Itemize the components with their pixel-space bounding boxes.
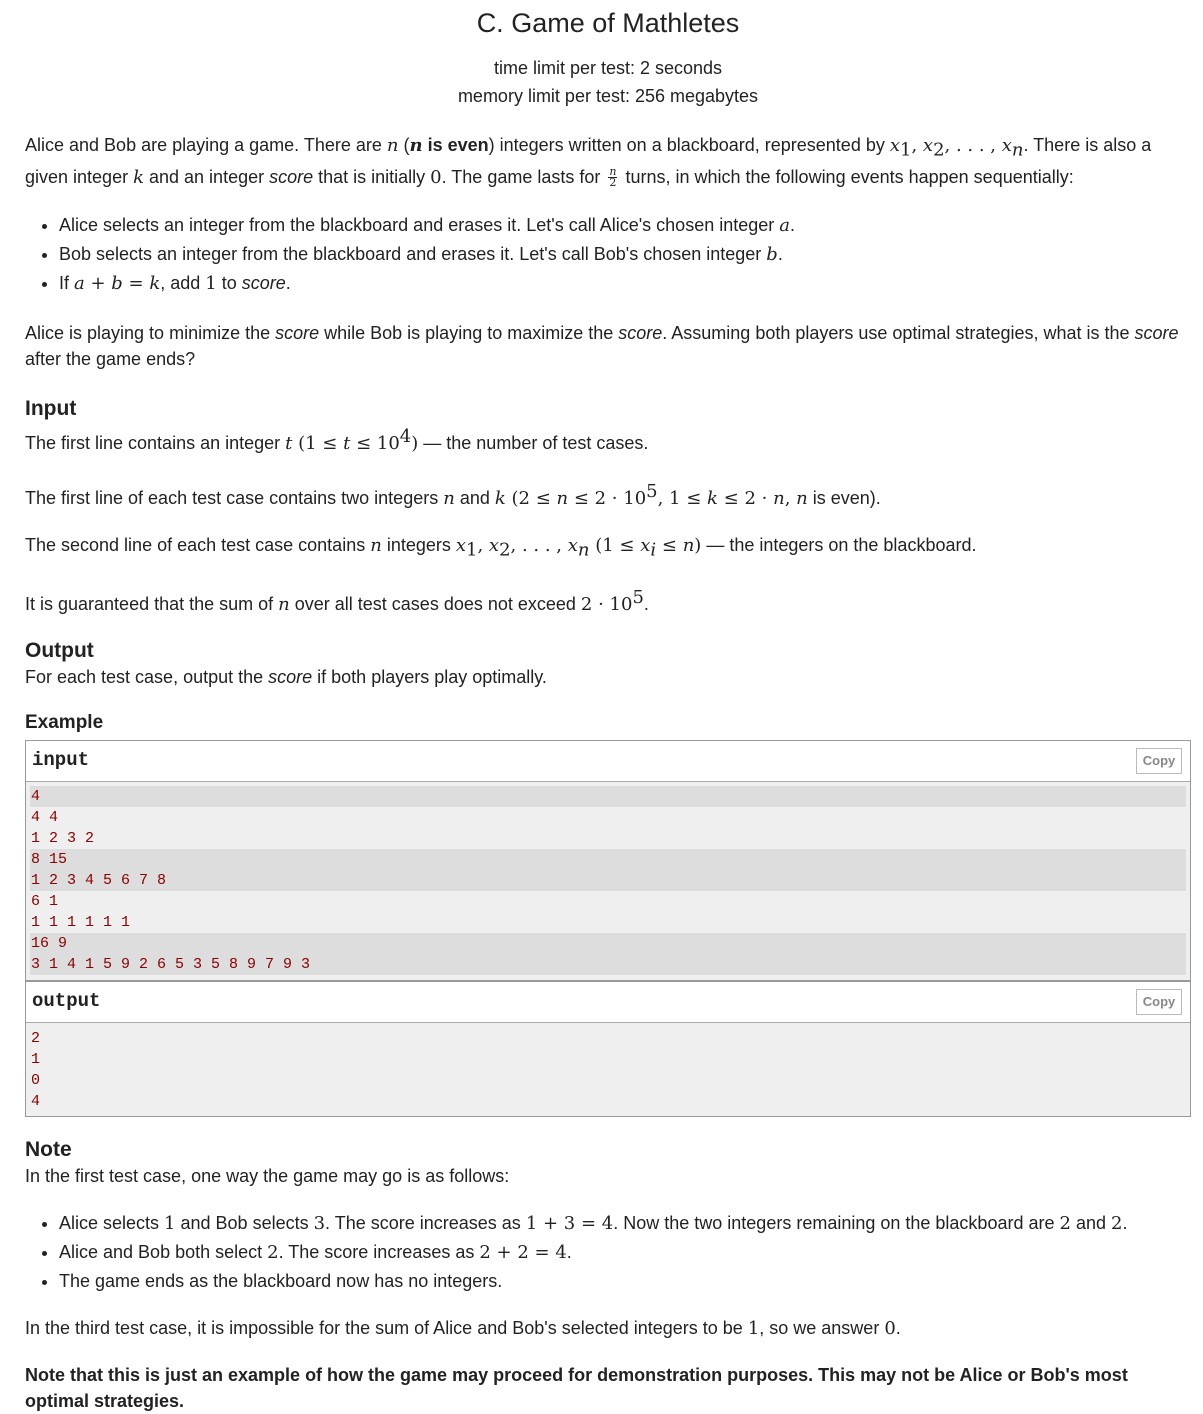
list-item: • Alice selects an integer from the blackboard and erases it. Let's call Alice's chosen integer a. [59,211,1191,240]
sample-input-box [25,740,1191,981]
note-paragraph-third-case: In the third test case, it is impossible for the sum of Alice and Bob's selected integers to be 1, so we answer 0. [25,1318,901,1340]
input-code-line: 1 2 3 4 5 6 7 8 [30,870,1186,891]
output-code-line: 4 [31,1093,41,1111]
input-code-line: 16 9 [30,933,1186,954]
note-list [25,1209,1191,1295]
note-title: Note [25,1138,72,1162]
input-line-2: The first line of each test case contains two integers n and k ($2 \le n \le 2 \cdot 10^5$, 1 ≤ k ≤ 2 · n, n is even). [25,480,881,509]
sample-input-code [26,782,1190,980]
problem-page [25,0,1191,1414]
copy-input-button[interactable]: Copy [1136,748,1182,774]
output-line-1: For each test case, output the score if both players play optimally. [25,667,547,688]
input-code-line: 3 1 4 1 5 9 2 6 5 3 5 8 9 7 9 3 [30,954,1186,975]
fraction-n-over-2: $\frac{n}{2}$ [609,165,617,190]
input-code-line: 1 2 3 2 [31,830,95,848]
input-line-1: The first line contains an integer t $(1 \le t \le 10^4)$ — the number of test cases. [25,425,649,454]
sample-output-code [26,1023,1190,1116]
sample-output-header [26,982,1190,1023]
sample-output-label: output [32,990,101,1013]
time-limit: time limit per test: 2 seconds [493,58,723,78]
input-code-line: 4 4 [31,809,59,827]
list-item: • Alice selects 1 and Bob selects 3. The score increases as 1 + 3 = 4. Now the two integers remaining on the blackboard are 2 and 2. [59,1209,1191,1238]
input-code-line: 4 [30,786,1186,807]
sample-output-box [25,981,1191,1117]
input-line-4: It is guaranteed that the sum of n over all test cases does not exceed $2 \cdot 10^5$. [25,587,649,616]
problem-title: C. Game of Mathletes [476,8,740,38]
input-code-line: 8 15 [30,849,1186,870]
output-title: Output [25,639,94,663]
list-item: • Alice and Bob both select 2. The score increases as 2 + 2 = 4. [59,1238,1191,1267]
list-item: • The game ends as the blackboard now has no integers. [59,1267,1191,1295]
note-intro: In the first test case, one way the game may go is as follows: [25,1166,510,1187]
input-code-line: 6 1 [31,893,59,911]
statement-paragraph-1: Alice and Bob are playing a game. There are n (n is even) integers written on a blackboard, represented by $x_1$, $x_2$, . . . , $x_n$. There is also a given integer k and an integer score that is initially 0. The game lasts for $\frac{n}{2}$ turns, in which the following events happen sequentially: [25,135,1152,190]
events-list [25,211,1191,298]
output-code-line: 1 [31,1051,41,1069]
output-code-line: 0 [31,1072,41,1090]
list-item: • Bob selects an integer from the blackboard and erases it. Let's call Bob's chosen integer b. [59,240,1191,269]
sample-input-header [26,741,1190,782]
copy-output-button[interactable]: Copy [1136,989,1182,1015]
memory-limit: memory limit per test: 256 megabytes [457,86,759,106]
list-item: • If a + b = k, add 1 to score. [59,269,1191,298]
input-title: Input [25,396,77,420]
example-title: Example [25,712,104,734]
output-code-line: 2 [31,1030,41,1048]
input-line-3: The second line of each test case contains n integers $x_1$, $x_2$, . . . , $x_n$ $(1 \le x_i \le n)$ — the integers on the blackboard. [25,534,977,561]
note-disclaimer: Note that this is just an example of how the game may proceed for demonstration purposes. This may not be Alice or Bob's most optimal strategies. [25,1365,1128,1412]
statement-paragraph-2: Alice is playing to minimize the score while Bob is playing to maximize the score. Assuming both players use optimal strategies, what is the score after the game ends? [25,322,1179,369]
sample-input-label: input [32,749,90,772]
input-code-line: 1 1 1 1 1 1 [31,914,131,932]
